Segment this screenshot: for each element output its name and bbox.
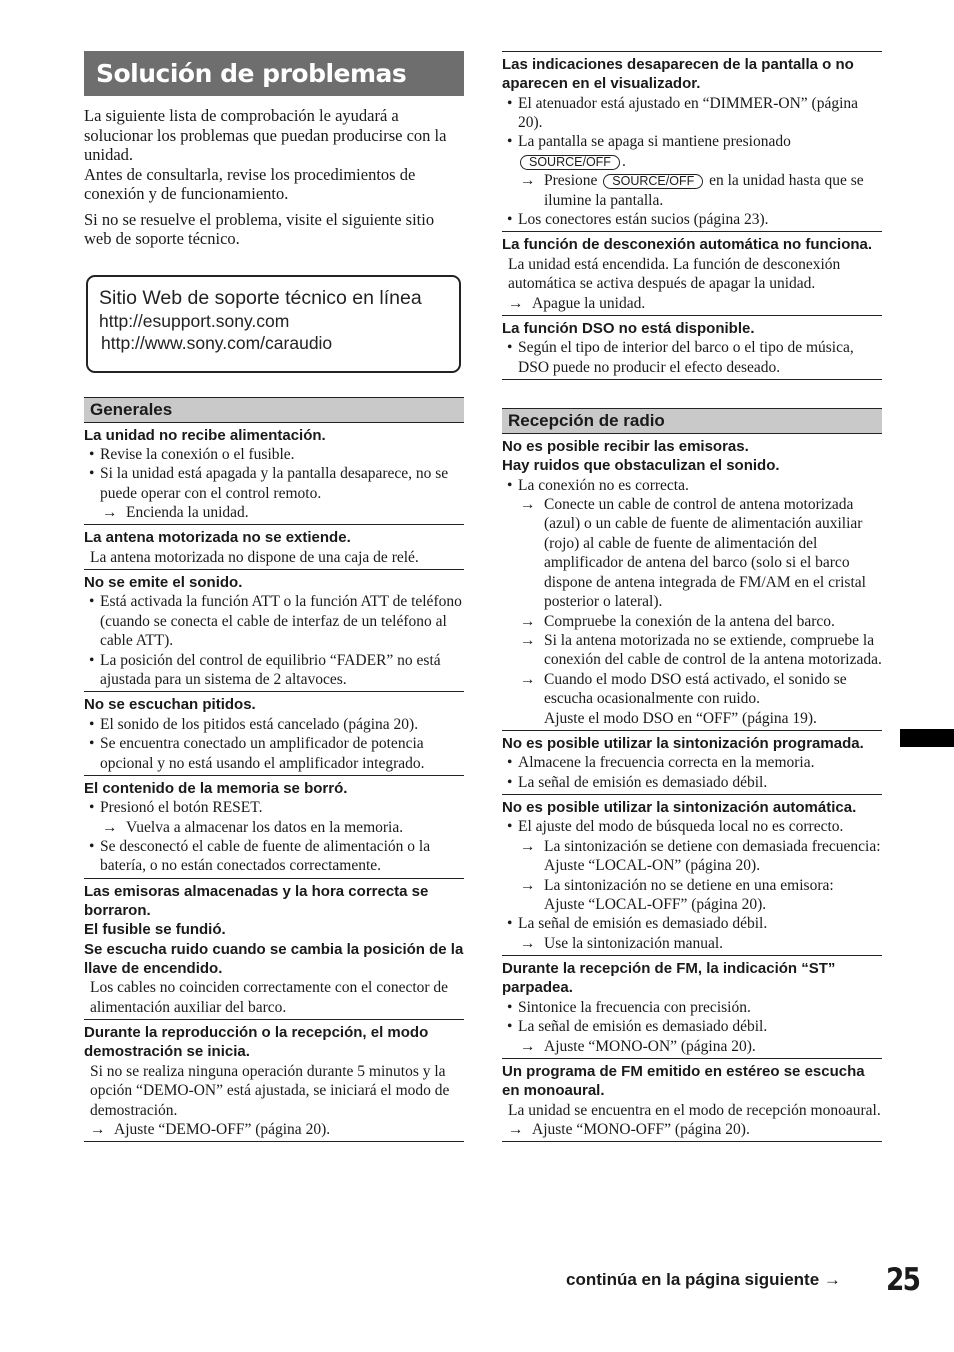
cause-bullet [84, 464, 464, 503]
troubleshooting-entry [502, 232, 882, 316]
left-column [84, 51, 464, 1142]
cause-bullet-text: Se encuentra conectado un amplificador de potencia opcional y no está usando el amplificador integrado. [100, 735, 425, 772]
cause-bullet [502, 773, 882, 792]
troubleshooting-entry [502, 1059, 882, 1142]
section-header: Generales [84, 397, 464, 423]
problem-heading: La función de desconexión automática no funciona. [502, 236, 873, 254]
arrow-icon: → [520, 631, 536, 649]
arrow-icon: → [520, 612, 536, 630]
cause-bullet-text: Se desconectó el cable de fuente de alimentación o la batería, o no están conectados correctamente. [100, 838, 431, 875]
problem-heading: No es posible utilizar la sintonización programada. [502, 734, 864, 752]
problem-heading: El fusible se fundió. [84, 921, 226, 939]
remedy-text-text: Use la sintonización manual. [544, 934, 724, 952]
intro-paragraph: La siguiente lista de comprobación le ayudará a solucionar los problemas que puedan producirse con la unidad. [84, 106, 447, 164]
cause-bullet [502, 914, 882, 933]
problem-heading: No es posible utilizar la sintonización automática. [502, 799, 857, 817]
source-off-button-label: SOURCE/OFF [603, 174, 703, 189]
remedy-text [502, 837, 882, 856]
cause-bullet-text: Presionó el botón RESET. [100, 799, 263, 817]
remedy-text [502, 876, 882, 895]
remedy-text-text: Apague la unidad. [532, 294, 646, 312]
cause-bullet-text: La posición del control de equilibrio “FADER” no está ajustada para un sistema de 2 altavoces. [100, 651, 441, 689]
troubleshooting-entry [502, 316, 882, 380]
problem-heading: Las emisoras almacenadas y la hora correcta se borraron. [84, 882, 429, 920]
cause-bullet-text: La conexión no es correcta. [518, 476, 689, 494]
cause-bullet [502, 1017, 882, 1036]
troubleshooting-entry [502, 795, 882, 956]
cause-bullet [84, 445, 464, 464]
remedy-text-text: Ajuste el modo DSO en “OFF” (página 19). [544, 709, 817, 727]
remedy-text [502, 934, 882, 953]
cause-bullet-text: Almacene la frecuencia correcta en la memoria. [518, 754, 815, 772]
troubleshooting-entry [84, 692, 464, 776]
problem-heading: Durante la recepción de FM, la indicación “ST” parpadea. [502, 960, 836, 997]
page-title: Solución de problemas [84, 51, 464, 96]
remedy-text [502, 670, 882, 709]
explanation-text-text: Los cables no coinciden correctamente con el conector de alimentación auxiliar del barco. [90, 979, 449, 1016]
arrow-icon: → [102, 818, 118, 836]
remedy-text-text: Conecte un cable de control de antena motorizada (azul) o un cable de fuente de alimentación auxiliar (rojo) al cable de fuente de alimentación del amplificador de antena del barco (solo si el barco dispone de antena integrada de FM/AM en el cristal posterior o lateral). [544, 496, 866, 611]
cause-bullet [502, 94, 882, 133]
cause-bullet [84, 837, 464, 876]
remedy-text-text: Ajuste “MONO-ON” (página 20). [544, 1037, 756, 1055]
cause-bullet-text: El sonido de los pitidos está cancelado (página 20). [100, 715, 419, 733]
remedy-text-text: Si la antena motorizada no se extiende, compruebe la conexión del cable de control de la antena motorizada. [544, 631, 882, 669]
troubleshooting-entry [502, 731, 882, 795]
troubleshooting-entry [84, 570, 464, 692]
problem-heading: Un programa de FM emitido en estéreo se escucha en monoaural. [502, 1063, 865, 1100]
arrow-icon: → [520, 1037, 536, 1055]
remedy-text [84, 1120, 464, 1139]
cause-bullet-text: La señal de emisión es demasiado débil. [518, 1018, 768, 1036]
section [502, 51, 882, 380]
problem-heading: Las indicaciones desaparecen de la pantalla o no aparecen en el visualizador. [502, 56, 854, 93]
remedy-text-text: Encienda la unidad. [126, 504, 249, 522]
cause-bullet [502, 476, 882, 495]
cause-bullet-text: La señal de emisión es demasiado débil. [518, 773, 768, 791]
remedy-text [84, 503, 464, 522]
arrow-icon: → [520, 496, 536, 514]
support-url[interactable]: http://esupport.sony.com [99, 310, 290, 331]
source-off-button-label: SOURCE/OFF [520, 155, 620, 170]
cause-bullet [502, 998, 882, 1017]
problem-heading: El contenido de la memoria se borró. [84, 779, 348, 797]
remedy-text [502, 1120, 882, 1139]
section [502, 408, 882, 1142]
cause-bullet-text: La señal de emisión es demasiado débil. [518, 915, 768, 933]
cause-bullet [84, 592, 464, 650]
explanation-text [84, 1062, 464, 1120]
arrow-icon: → [102, 504, 118, 522]
arrow-icon: → [520, 876, 536, 894]
remedy-text-text: La sintonización se detiene con demasiada frecuencia: [544, 837, 881, 855]
remedy-text [502, 895, 882, 914]
problem-heading: La antena motorizada no se extiende. [84, 529, 351, 547]
troubleshooting-entry [84, 776, 464, 879]
remedy-text-text: Vuelva a almacenar los datos en la memoria. [126, 818, 404, 836]
remedy-text-text: Presione SOURCE/OFF en la unidad hasta que se ilumine la pantalla. [544, 172, 864, 209]
cause-bullet [502, 132, 882, 171]
problem-heading: No se escuchan pitidos. [84, 696, 256, 714]
explanation-text-text: Si no se realiza ninguna operación durante 5 minutos y la opción “DEMO-ON” está ajustada, se iniciará el modo de demostración. [90, 1062, 450, 1119]
remedy-text-text: Cuando el modo DSO está activado, el sonido se escucha ocasionalmente con ruido. [544, 670, 847, 708]
remedy-text-text: La sintonización no se detiene en una emisora: [544, 876, 834, 894]
remedy-text [502, 631, 882, 670]
problem-heading: Hay ruidos que obstaculizan el sonido. [502, 457, 780, 475]
arrow-icon: → [520, 837, 536, 855]
arrow-icon: → [520, 670, 536, 688]
remedy-text-text: Ajuste “MONO-OFF” (página 20). [532, 1121, 750, 1138]
right-column [502, 51, 882, 1142]
remedy-text [502, 709, 882, 728]
cause-bullet-text: La pantalla se apaga si mantiene presionado SOURCE/OFF . [518, 133, 791, 170]
support-url[interactable]: http://www.sony.com/caraudio [101, 332, 333, 353]
troubleshooting-entry [84, 423, 464, 526]
section [84, 397, 464, 1143]
cause-bullet [84, 715, 464, 734]
explanation-text-text: La unidad se encuentra en el modo de recepción monoaural. [508, 1101, 881, 1119]
remedy-text-text: Ajuste “LOCAL-ON” (página 20). [544, 857, 761, 875]
troubleshooting-entry [502, 956, 882, 1059]
remedy-text-text: Compruebe la conexión de la antena del barco. [544, 612, 835, 630]
problem-heading: La función DSO no está disponible. [502, 319, 755, 337]
problem-heading: Se escucha ruido cuando se cambia la posición de la llave de encendido. [84, 940, 464, 978]
explanation-text-text: La antena motorizada no dispone de una caja de relé. [90, 548, 419, 566]
troubleshooting-entry [84, 1020, 464, 1142]
troubleshooting-entry [502, 52, 882, 232]
right-sections [502, 51, 882, 1142]
troubleshooting-entry [502, 434, 882, 731]
cause-bullet [502, 210, 882, 229]
remedy-text [84, 818, 464, 837]
cause-bullet [502, 338, 882, 377]
arrow-icon: → [520, 934, 536, 952]
remedy-text [502, 1037, 882, 1056]
explanation-text-text: La unidad está encendida. La función de desconexión automática se activa después de apagar la unidad. [508, 255, 841, 293]
cause-bullet-text: Si la unidad está apagada y la pantalla desaparece, no se puede operar con el control remoto. [100, 465, 449, 502]
cause-bullet-text: Sintonice la frecuencia con precisión. [518, 998, 751, 1016]
support-box-title: Sitio Web de soporte técnico en línea [99, 286, 422, 309]
section-tab-marker [900, 729, 954, 747]
cause-bullet-text: El ajuste del modo de búsqueda local no es correcto. [518, 818, 844, 836]
cause-bullet-text: El atenuador está ajustado en “DIMMER-ON” (página 20). [518, 94, 859, 131]
cause-bullet-text: Revise la conexión o el fusible. [100, 445, 295, 463]
arrow-icon: → [90, 1121, 106, 1138]
remedy-text [502, 171, 882, 210]
explanation-text [502, 255, 882, 294]
problem-heading: No es posible recibir las emisoras. [502, 438, 749, 456]
arrow-icon: → [508, 1121, 524, 1138]
cause-bullet [84, 798, 464, 817]
continue-note: continúa en la página siguiente → [566, 1270, 841, 1289]
intro-paragraph: Antes de consultarla, revise los procedimientos de conexión y de funcionamiento. [84, 164, 416, 203]
support-website-box [86, 275, 461, 373]
cause-bullet-text: Los conectores están sucios (página 23). [518, 211, 769, 229]
arrow-icon: → [520, 172, 536, 190]
remedy-text-text: Ajuste “DEMO-OFF” (página 20). [114, 1121, 331, 1138]
remedy-text [502, 294, 882, 313]
section-header: Recepción de radio [502, 408, 882, 434]
page-number: 25 [886, 1262, 920, 1298]
cause-bullet [502, 753, 882, 772]
troubleshooting-entry [84, 879, 464, 1020]
intro [84, 106, 464, 249]
troubleshooting-entry [84, 525, 464, 570]
cause-bullet [502, 817, 882, 836]
cause-bullet [84, 734, 464, 773]
problem-heading: La unidad no recibe alimentación. [84, 426, 326, 444]
explanation-text [84, 548, 464, 567]
explanation-text [84, 978, 464, 1017]
remedy-text-text: Ajuste “LOCAL-OFF” (página 20). [544, 895, 767, 913]
remedy-text [502, 612, 882, 631]
intro-paragraph: Si no se resuelve el problema, visite el siguiente sitio web de soporte técnico. [84, 209, 435, 248]
remedy-text [502, 495, 882, 611]
explanation-text [502, 1101, 882, 1120]
cause-bullet [84, 651, 464, 690]
problem-heading: No se emite el sonido. [84, 574, 243, 592]
remedy-text [502, 856, 882, 875]
cause-bullet-text: Está activada la función ATT o la función ATT de teléfono (cuando se conecta el cable de interfaz de un teléfono al cable ATT). [100, 593, 462, 650]
arrow-icon: → [508, 294, 524, 312]
problem-heading: Durante la reproducción o la recepción, el modo demostración se inicia. [84, 1024, 429, 1061]
left-sections [84, 397, 464, 1143]
cause-bullet-text: Según el tipo de interior del barco o el tipo de música, DSO puede no producir el efecto deseado. [518, 339, 854, 376]
